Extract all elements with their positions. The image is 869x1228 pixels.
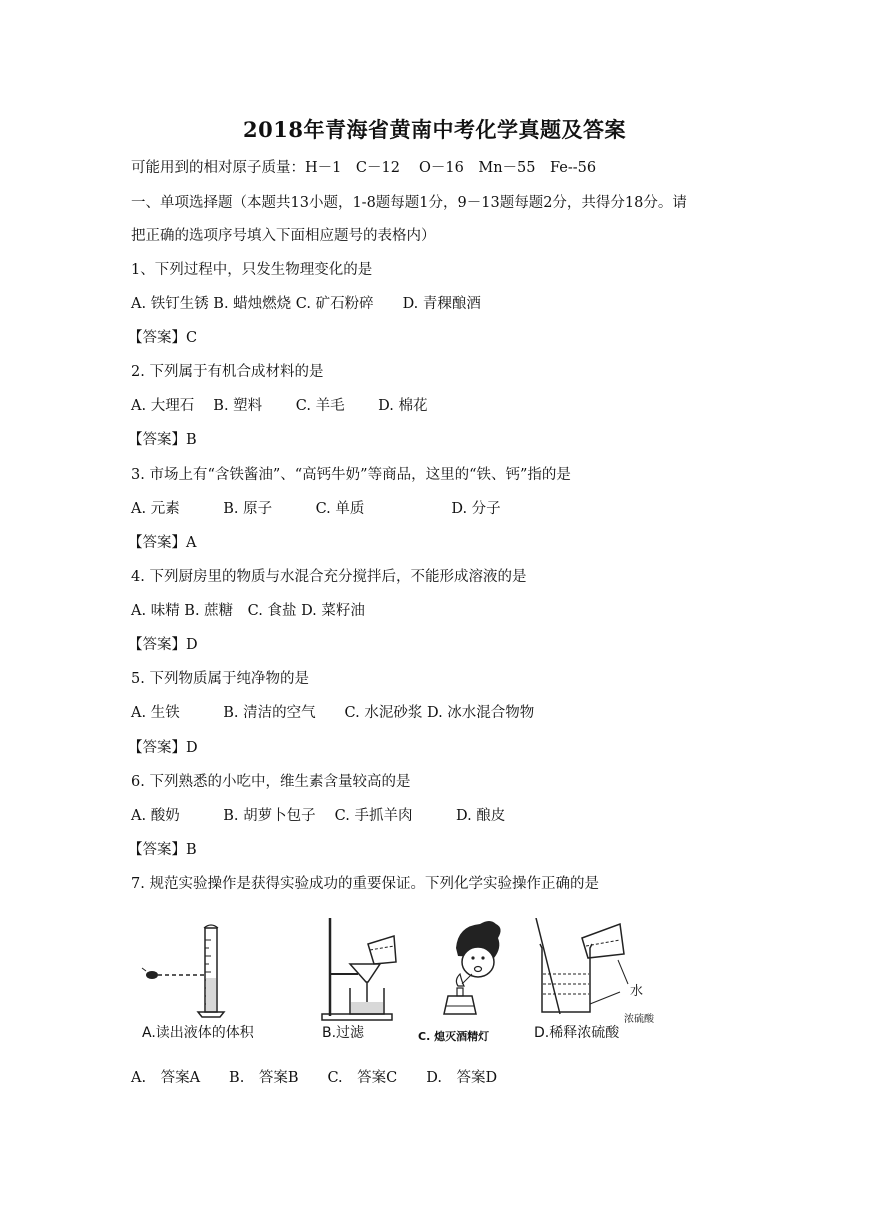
figure-d-caption: D.稀释浓硫酸 <box>534 1025 620 1041</box>
figure-b-caption: B.过滤 <box>322 1025 365 1041</box>
figure-d-water-label: 水 <box>630 984 644 999</box>
figure-a-caption: A.读出液体的体积 <box>142 1025 254 1041</box>
question-1-options: A. 铁钉生锈 B. 蜡烛燃烧 C. 矿石粉碎 D. 青稞酿酒 <box>131 296 481 312</box>
question-4-stem: 4. 下列厨房里的物质与水混合充分搅拌后，不能形成溶液的是 <box>131 569 527 585</box>
question-7-stem: 7. 规范实验操作是获得实验成功的重要保证。下列化学实验操作正确的是 <box>131 876 599 892</box>
filtration-apparatus-drawing <box>318 918 408 1028</box>
question-6-options: A. 酸奶 B. 胡萝卜包子 C. 手抓羊肉 D. 酿皮 <box>131 808 506 824</box>
question-6-answer: 【答案】B <box>128 842 197 858</box>
figure-c-caption: C. 熄灭酒精灯 <box>418 1030 490 1043</box>
question-4-answer: 【答案】D <box>128 637 198 653</box>
question-2-stem: 2. 下列属于有机合成材料的是 <box>131 364 324 380</box>
page-title: 2018年青海省黄南中考化学真题及答案 <box>243 117 626 142</box>
figure-c-extinguish-lamp <box>418 918 518 1043</box>
figure-a-read-cylinder <box>128 918 288 1041</box>
figure-d-dilute-acid <box>532 918 662 1041</box>
question-5-options: A. 生铁 B. 清洁的空气 C. 水泥砂浆 D. 冰水混合物物 <box>131 705 535 721</box>
question-2-answer: 【答案】B <box>128 432 197 448</box>
question-3-stem: 3. 市场上有“含铁酱油”、“高钙牛奶”等商品，这里的“铁、钙”指的是 <box>131 467 571 483</box>
question-2-options: A. 大理石 B. 塑料 C. 羊毛 D. 棉花 <box>131 398 428 414</box>
alcohol-lamp-drawing <box>418 918 518 1028</box>
graduated-cylinder-drawing <box>128 918 288 1028</box>
question-5-answer: 【答案】D <box>128 740 198 756</box>
figure-d-acid-label: 浓硫酸 <box>624 1014 654 1025</box>
question-4-options: A. 味精 B. 蔗糖 C. 食盐 D. 菜籽油 <box>131 603 365 619</box>
atomic-mass-line: 可能用到的相对原子质量：H－1 C－12 O－16 Mn－55 Fe--56 <box>131 160 597 176</box>
section-heading-line2: 把正确的选项序号填入下面相应题号的表格内） <box>131 228 436 244</box>
question-3-options: A. 元素 B. 原子 C. 单质 D. 分子 <box>131 501 501 517</box>
figure-b-filtration <box>318 918 408 1041</box>
question-1-answer: 【答案】C <box>128 330 198 346</box>
question-5-stem: 5. 下列物质属于纯净物的是 <box>131 671 309 687</box>
section-heading-line1: 一、单项选择题（本题共13小题，1-8题每题1分，9－13题每题2分，共得分18分。请 <box>131 195 687 211</box>
question-6-stem: 6. 下列熟悉的小吃中，维生素含量较高的是 <box>131 774 411 790</box>
lab-operation-figures <box>128 918 688 1058</box>
question-7-options: A. 答案A B. 答案B C. 答案C D. 答案D <box>131 1070 498 1086</box>
question-1-stem: 1、下列过程中，只发生物理变化的是 <box>131 262 373 278</box>
question-3-answer: 【答案】A <box>128 535 197 551</box>
